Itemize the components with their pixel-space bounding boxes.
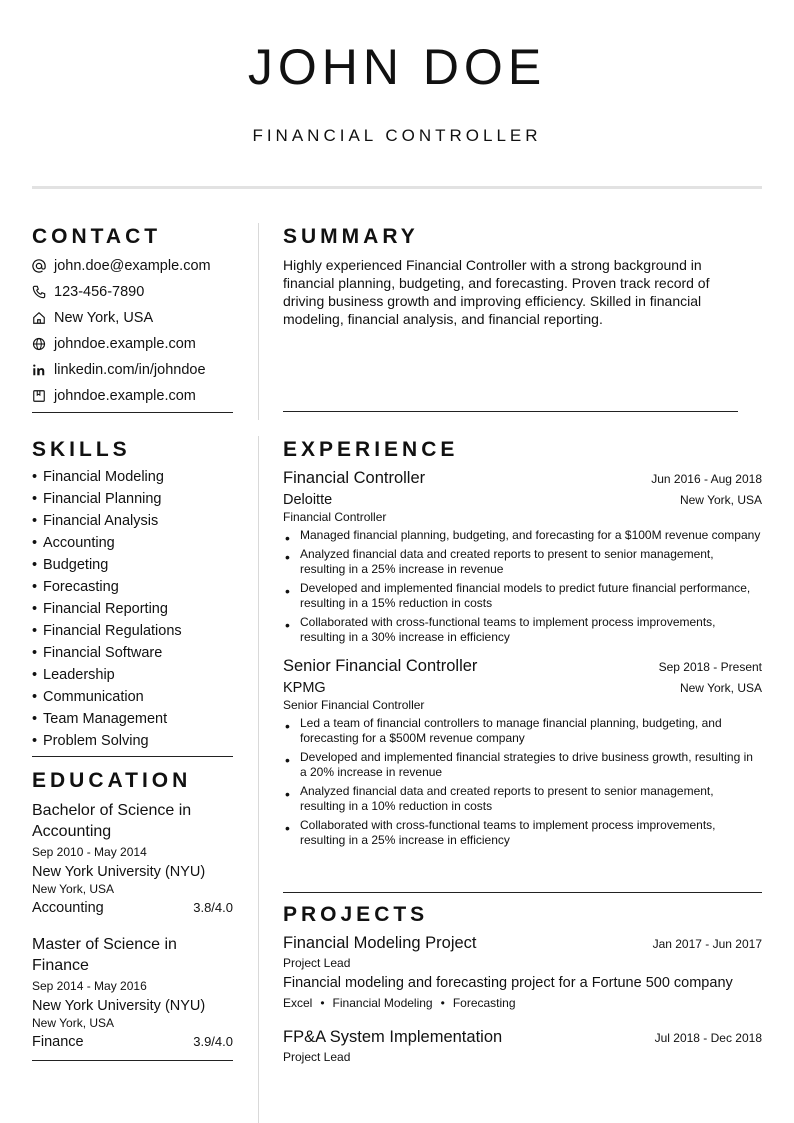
portfolio-icon [32, 389, 46, 403]
linkedin-icon [32, 363, 46, 377]
phone-icon [32, 285, 46, 299]
contact-linkedin-text: linkedin.com/in/johndoe [54, 362, 206, 378]
skill-bullet: • [32, 711, 38, 727]
education-location: New York, USA [32, 882, 115, 896]
skill-item [32, 642, 233, 664]
skill-bullet: • [32, 557, 38, 573]
experience-location: New York, USA [679, 681, 762, 695]
contact-phone[interactable] [32, 279, 233, 305]
education-gpa: 3.9/4.0 [193, 1034, 233, 1049]
experience-item [283, 469, 762, 645]
project-description: Financial modeling and forecasting project for a Fortune 500 company [283, 975, 733, 991]
education-item [32, 934, 233, 1050]
column-divider-top [258, 223, 259, 420]
education-item [32, 800, 233, 916]
experience-role: Senior Financial Controller [283, 657, 478, 675]
education-dates: Sep 2010 - May 2014 [32, 845, 147, 859]
experience-bullet: • Managed financial planning, budgeting, and forecasting for a $100M revenue company [283, 528, 762, 543]
project-name: Financial Modeling Project [283, 934, 477, 952]
education-gpa: 3.8/4.0 [193, 900, 233, 915]
project-name: FP&A System Implementation [283, 1028, 503, 1046]
experience-bullet: • Analyzed financial data and created reports to present to senior management, resulting in a 10% reduction in costs [283, 784, 762, 814]
education-dates: Sep 2014 - May 2016 [32, 979, 147, 993]
experience-bullets [283, 528, 762, 645]
education-location: New York, USA [32, 1016, 115, 1030]
project-dates: Jul 2018 - Dec 2018 [654, 1031, 762, 1045]
experience-location: New York, USA [679, 493, 762, 507]
skill-item [32, 664, 233, 686]
experience-divider [283, 892, 762, 893]
experience-section [283, 437, 762, 852]
skill-bullet: • [32, 645, 38, 661]
contact-email-text: john.doe@example.com [54, 258, 211, 274]
skill-label: Forecasting [43, 579, 119, 595]
experience-bullet: • Analyzed financial data and created reports to present to senior management, resulting in a 25% increase in revenue [283, 547, 762, 577]
contact-section [32, 224, 233, 413]
project-tag: Forecasting [452, 996, 516, 1010]
skill-bullet: • [32, 535, 38, 551]
skill-label: Financial Planning [43, 491, 162, 507]
home-icon [32, 311, 46, 325]
skill-bullet: • [32, 579, 38, 595]
projects-heading: PROJECTS [283, 903, 429, 926]
skill-label: Leadership [43, 667, 115, 683]
header-divider [32, 186, 762, 189]
experience-subrole: Senior Financial Controller [283, 698, 425, 712]
skill-item [32, 488, 233, 510]
skills-list [32, 466, 233, 752]
experience-role: Financial Controller [283, 469, 426, 487]
education-divider [32, 1060, 233, 1061]
job-title: FINANCIAL CONTROLLER [252, 126, 542, 145]
project-tag: Excel [283, 996, 313, 1010]
contact-divider [32, 412, 233, 413]
skill-bullet: • [32, 733, 38, 749]
skill-item [32, 620, 233, 642]
experience-dates: Sep 2018 - Present [658, 660, 762, 674]
skill-bullet: • [32, 491, 38, 507]
skills-section [32, 437, 233, 757]
skill-label: Financial Software [43, 645, 163, 661]
globe-icon [32, 337, 46, 351]
education-heading: EDUCATION [32, 769, 192, 792]
education-section [32, 768, 233, 1061]
skill-label: Budgeting [43, 557, 109, 573]
summary-section [283, 224, 762, 328]
experience-bullet: • Developed and implemented financial models to predict future financial performance, resulting in a 15% reduction in costs [283, 581, 762, 611]
education-degree: Bachelor of Science in Accounting [32, 802, 192, 840]
skill-item [32, 576, 233, 598]
contact-website[interactable] [32, 331, 233, 357]
summary-heading: SUMMARY [283, 225, 419, 248]
experience-heading: EXPERIENCE [283, 438, 459, 461]
project-dates: Jan 2017 - Jun 2017 [652, 937, 762, 951]
contact-linkedin[interactable] [32, 357, 233, 383]
experience-company: Deloitte [283, 492, 333, 508]
project-role: Project Lead [283, 1050, 351, 1064]
education-degree: Master of Science in Finance [32, 936, 177, 974]
skill-label: Problem Solving [43, 733, 149, 749]
experience-item [283, 657, 762, 848]
project-item [283, 934, 762, 1012]
project-item [283, 1028, 762, 1064]
column-divider-bottom [258, 436, 259, 1123]
projects-section [283, 902, 762, 1064]
skill-bullet: • [32, 689, 38, 705]
contact-location-text: New York, USA [54, 310, 154, 326]
skills-divider [32, 756, 233, 757]
skill-bullet: • [32, 601, 38, 617]
education-school: New York University (NYU) [32, 998, 206, 1014]
at-sign-icon [32, 259, 46, 273]
skill-item [32, 686, 233, 708]
experience-subrole: Financial Controller [283, 510, 387, 524]
contact-website-text: johndoe.example.com [54, 336, 196, 352]
project-tags: Excel • Financial Modeling • Forecasting [283, 996, 516, 1010]
education-school: New York University (NYU) [32, 864, 206, 880]
summary-divider [283, 411, 738, 412]
candidate-name: JOHN DOE [247, 39, 547, 95]
experience-company: KPMG [283, 680, 326, 696]
education-field: Finance [32, 1034, 84, 1050]
skills-heading: SKILLS [32, 438, 131, 461]
skill-bullet: • [32, 667, 38, 683]
skill-label: Financial Analysis [43, 513, 159, 529]
education-field: Accounting [32, 900, 104, 916]
experience-bullet: • Led a team of financial controllers to manage financial planning, budgeting, and forecasting for a $500M revenue company [283, 716, 762, 746]
contact-phone-text: 123-456-7890 [54, 284, 145, 300]
skill-item [32, 466, 233, 488]
skill-item [32, 532, 233, 554]
project-tag: Financial Modeling [332, 996, 433, 1010]
contact-portfolio[interactable] [32, 383, 233, 409]
skill-item [32, 730, 233, 752]
skill-bullet: • [32, 469, 38, 485]
skill-label: Financial Regulations [43, 623, 182, 639]
experience-dates: Jun 2016 - Aug 2018 [651, 472, 762, 486]
summary-text: Highly experienced Financial Controller with a strong background in financial planning, budgeting, and forecasting. Proven track record of driving business growth and improving efficiency. Skilled in financial modeling, financial analysis, and financial reporting. [283, 257, 710, 327]
skill-item [32, 598, 233, 620]
skill-label: Communication [43, 689, 144, 705]
experience-bullet: • Collaborated with cross-functional teams to implement process improvements, resulting in a 25% increase in efficiency [283, 818, 762, 848]
skill-bullet: • [32, 623, 38, 639]
contact-email[interactable] [32, 253, 233, 279]
skill-label: Accounting [43, 535, 115, 551]
experience-bullet: • Collaborated with cross-functional teams to implement process improvements, resulting in a 30% increase in efficiency [283, 615, 762, 645]
skill-label: Team Management [43, 711, 168, 727]
contact-portfolio-text: johndoe.example.com [54, 388, 196, 404]
experience-bullet: • Developed and implemented financial strategies to drive business growth, resulting in a 20% increase in revenue [283, 750, 762, 780]
skill-label: Financial Modeling [43, 469, 164, 485]
skill-item [32, 510, 233, 532]
skill-bullet: • [32, 513, 38, 529]
skill-label: Financial Reporting [43, 601, 168, 617]
skill-item [32, 708, 233, 730]
skill-item [32, 554, 233, 576]
contact-location [32, 305, 233, 331]
experience-bullets [283, 716, 762, 848]
project-role: Project Lead [283, 956, 351, 970]
contact-heading: CONTACT [32, 225, 162, 248]
